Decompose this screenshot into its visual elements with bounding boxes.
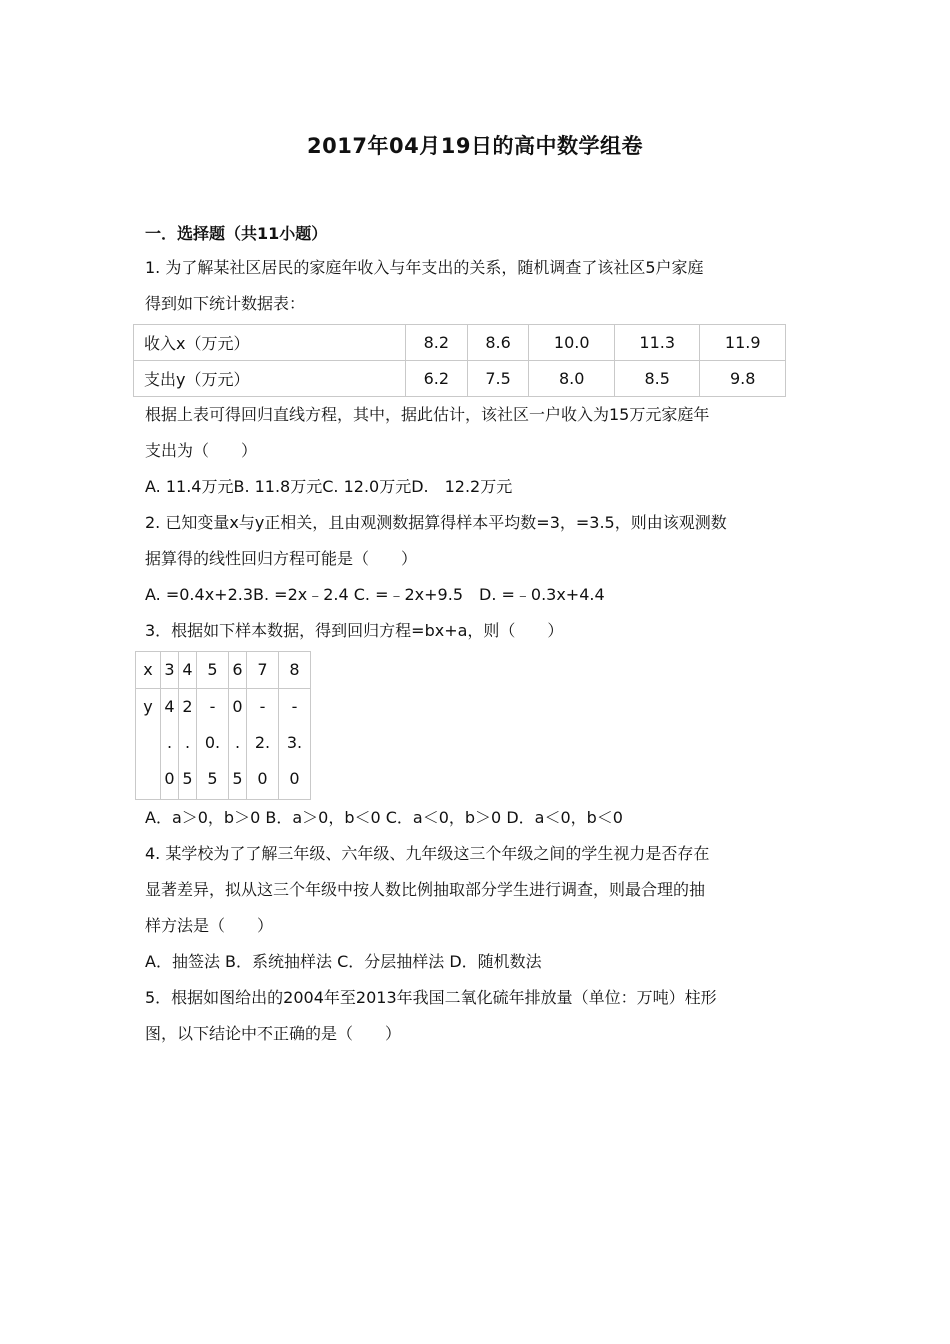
row-header-y bbox=[136, 689, 161, 800]
table-cell: 7.5 bbox=[467, 361, 529, 397]
income-expense-table bbox=[133, 324, 786, 397]
cell-text: y bbox=[143, 697, 153, 716]
question-3-line-1: 3．根据如下样本数据，得到回归方程=bx+a，则（ ） bbox=[145, 621, 564, 640]
table-cell bbox=[279, 689, 311, 800]
question-3 bbox=[145, 613, 810, 836]
question-4-line-2: 显著差异，拟从这三个年级中按人数比例抽取部分学生进行调查，则最合理的抽 bbox=[145, 880, 706, 899]
cell-text: 2. bbox=[254, 733, 271, 752]
cell-text: 5 bbox=[232, 769, 243, 788]
table-row bbox=[134, 325, 786, 361]
table-cell: 7 bbox=[247, 652, 279, 689]
question-5 bbox=[145, 980, 810, 1052]
table-cell bbox=[247, 689, 279, 800]
page-title: 2017年04月19日的高中数学组卷 bbox=[307, 134, 643, 158]
cell-text: 0 bbox=[257, 769, 268, 788]
cell-text: 5 bbox=[182, 769, 193, 788]
table-cell: 3 bbox=[161, 652, 179, 689]
sample-data-table bbox=[135, 651, 311, 800]
cell-text: 5 bbox=[207, 769, 218, 788]
cell-text: 0. bbox=[204, 733, 221, 752]
cell-text: . bbox=[234, 733, 241, 752]
table-cell: 10.0 bbox=[529, 325, 615, 361]
cell-text: 2 bbox=[182, 697, 193, 716]
table-cell: 8.0 bbox=[529, 361, 615, 397]
table-row bbox=[134, 361, 786, 397]
question-1-line-4: 支出为（ ） bbox=[145, 441, 258, 460]
cell-text: 0 bbox=[232, 697, 243, 716]
question-2-line-2: 据算得的线性回归方程可能是（ ） bbox=[145, 549, 418, 568]
cell-text: - bbox=[291, 697, 298, 716]
question-1-options: A. 11.4万元B. 11.8万元C. 12.0万元D. 12.2万元 bbox=[145, 477, 513, 496]
question-4 bbox=[145, 836, 810, 980]
cell-text: . bbox=[184, 733, 191, 752]
question-1-line-1: 1. 为了解某社区居民的家庭年收入与年支出的关系，随机调查了该社区5户家庭 bbox=[145, 258, 704, 277]
table-cell: 11.3 bbox=[614, 325, 700, 361]
question-4-line-3: 样方法是（ ） bbox=[145, 916, 274, 935]
table-cell: 4 bbox=[179, 652, 197, 689]
cell-text: 4 bbox=[164, 697, 175, 716]
table-cell bbox=[161, 689, 179, 800]
question-1 bbox=[145, 250, 810, 505]
table-cell: 6 bbox=[229, 652, 247, 689]
cell-text: 3. bbox=[286, 733, 303, 752]
question-3-options: A．a＞0，b＞0 B．a＞0，b＜0 C．a＜0，b＞0 D．a＜0，b＜0 bbox=[145, 808, 623, 827]
question-4-line-1: 4. 某学校为了了解三年级、六年级、九年级这三个年级之间的学生视力是否存在 bbox=[145, 844, 710, 863]
table-cell: 8 bbox=[279, 652, 311, 689]
question-5-line-1: 5．根据如图给出的2004年至2013年我国二氧化硫年排放量（单位：万吨）柱形 bbox=[145, 988, 717, 1007]
table-cell: 11.9 bbox=[700, 325, 786, 361]
table-cell: 8.5 bbox=[614, 361, 700, 397]
question-4-options: A．抽签法 B．系统抽样法 C．分层抽样法 D．随机数法 bbox=[145, 952, 542, 971]
table-cell bbox=[197, 689, 229, 800]
row-header-expense: 支出y（万元） bbox=[134, 361, 406, 397]
cell-text: . bbox=[166, 733, 173, 752]
table-cell bbox=[229, 689, 247, 800]
question-2-line-1: 2. 已知变量x与y正相关，且由观测数据算得样本平均数=3，=3.5，则由该观测数 bbox=[145, 513, 727, 532]
table-row bbox=[136, 652, 311, 689]
table-cell: 9.8 bbox=[700, 361, 786, 397]
table-cell: 8.2 bbox=[405, 325, 467, 361]
table-cell: 6.2 bbox=[405, 361, 467, 397]
question-2 bbox=[145, 505, 810, 613]
question-1-line-2: 得到如下统计数据表： bbox=[145, 294, 306, 313]
question-2-options: A. =0.4x+2.3B. =2x﹣2.4 C. =﹣2x+9.5 D. =﹣0.3x+4.4 bbox=[145, 585, 605, 604]
section-heading: 一．选择题（共11小题） bbox=[145, 224, 328, 243]
document-body bbox=[145, 218, 810, 1052]
cell-text: 0 bbox=[289, 769, 300, 788]
cell-text: - bbox=[209, 697, 216, 716]
cell-text: - bbox=[259, 697, 266, 716]
table-cell: 8.6 bbox=[467, 325, 529, 361]
table-row bbox=[136, 689, 311, 800]
table-cell bbox=[179, 689, 197, 800]
question-5-line-2: 图，以下结论中不正确的是（ ） bbox=[145, 1024, 402, 1043]
question-1-line-3: 根据上表可得回归直线方程，其中，据此估计，该社区一户收入为15万元家庭年 bbox=[145, 405, 710, 424]
row-header-income: 收入x（万元） bbox=[134, 325, 406, 361]
table-cell: 5 bbox=[197, 652, 229, 689]
row-header-x: x bbox=[136, 652, 161, 689]
cell-text: 0 bbox=[164, 769, 175, 788]
